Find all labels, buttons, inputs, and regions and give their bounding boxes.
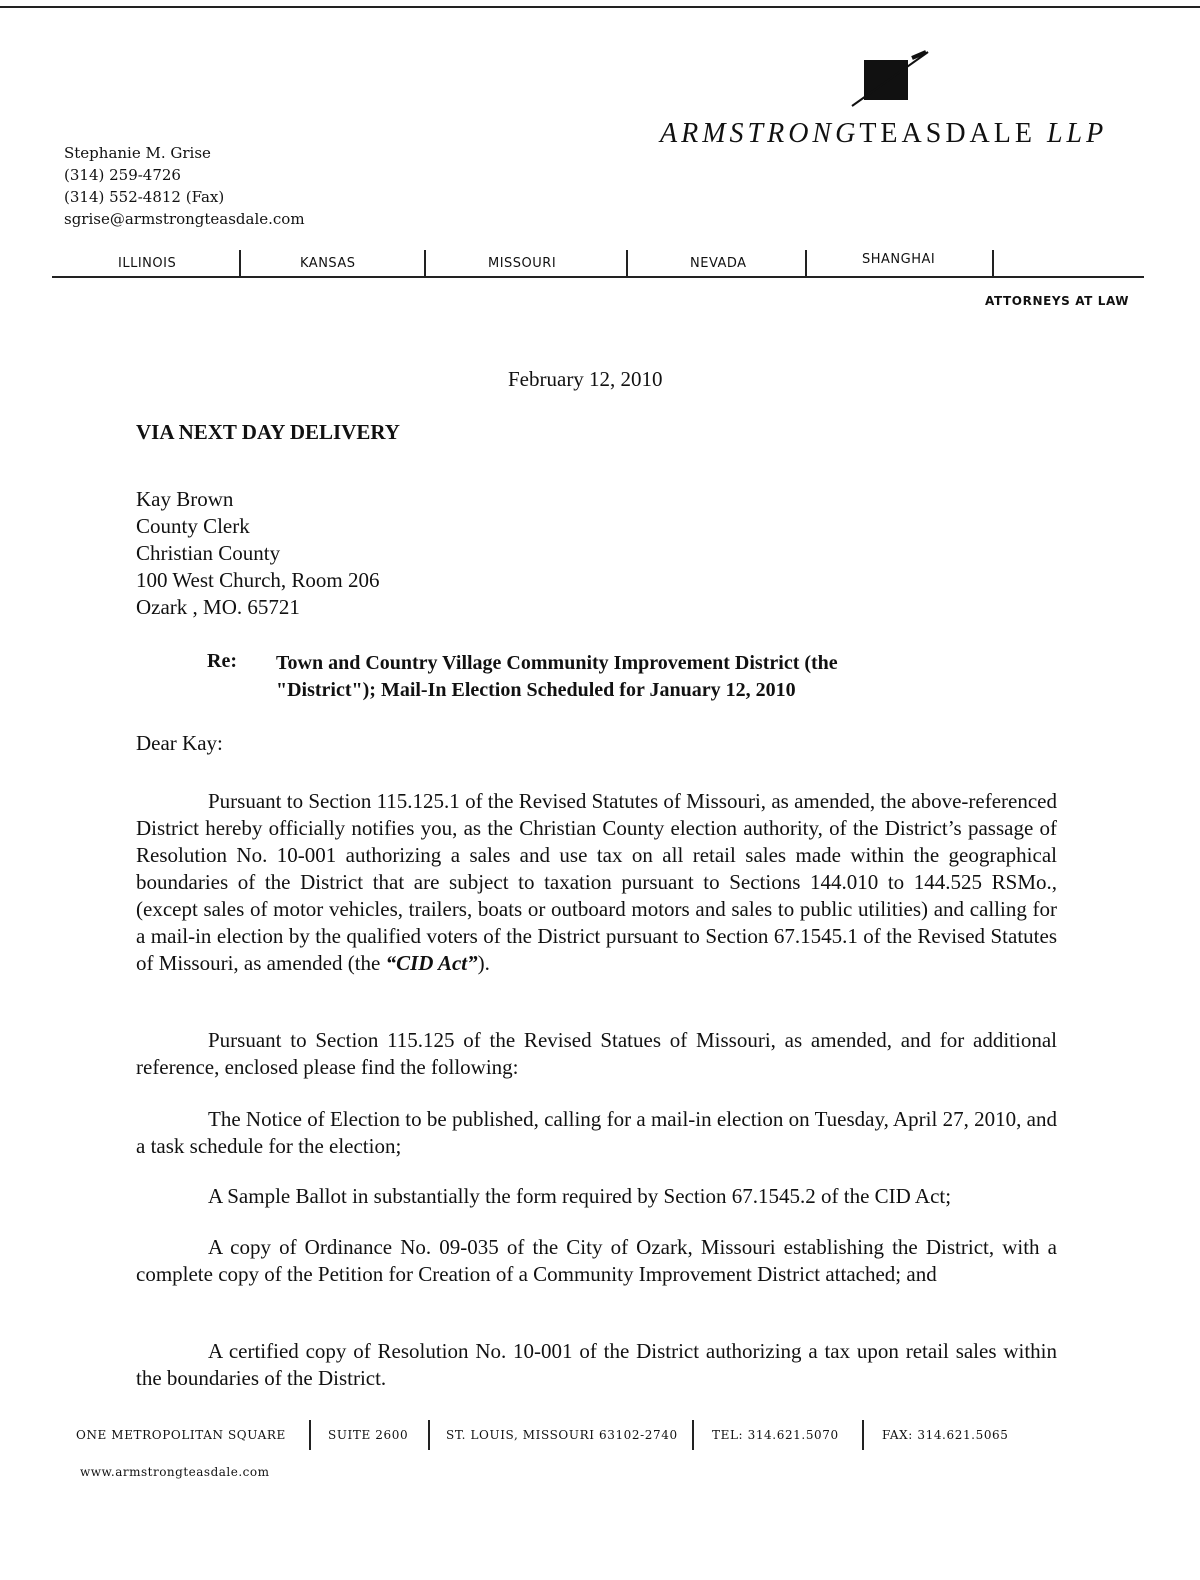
footer-city: ST. LOUIS, MISSOURI 63102-2740 [446, 1428, 678, 1442]
office-nevada: NEVADA [690, 256, 747, 271]
body-paragraph-5: A copy of Ordinance No. 09-035 of the City of Ozark, Missouri establishing the District, with a complete copy of the Petition for Creation of a Community Improvement District attached; and [136, 1235, 1057, 1286]
office-divider [626, 250, 628, 276]
cid-act-term: “CID Act” [385, 951, 478, 975]
office-divider [239, 250, 241, 276]
office-illinois: ILLINOIS [118, 256, 177, 271]
office-divider [424, 250, 426, 276]
footer-divider [428, 1420, 430, 1450]
paragraph-1-end: ). [477, 951, 490, 975]
subject-line [276, 650, 996, 704]
office-missouri: MISSOURI [488, 256, 557, 271]
sender-phone: (314) 259-4726 [64, 166, 181, 184]
paragraph-1-text: Pursuant to Section 115.125.1 of the Revised Statutes of Missouri, as amended, the above-referenced District hereby officially notifies you, as the Christian County election authority, of the District’s passage of Resolution No. 10-001 authorizing a sales and use tax on all retail sales made within the geographical boundaries of the District that are subject to taxation pursuant to Sections 144.010 to 144.525 RSMo., (except sales of motor vehicles, trailers, boats or outboard motors and sales to public utilities) and calling for a mail-in election by the qualified voters of the District pursuant to Section 67.1545.1 of the Revised Statutes of Missouri, as amended (the [136, 789, 1057, 975]
body-paragraph-1 [136, 788, 1057, 977]
recipient-organization: Christian County [136, 541, 281, 565]
recipient-title: County Clerk [136, 514, 250, 538]
top-rule [0, 6, 1200, 8]
office-divider [805, 250, 807, 276]
firm-name-part1: ARMSTRONG [660, 118, 860, 149]
sender-email: sgrise@armstrongteasdale.com [64, 210, 305, 228]
footer-divider [862, 1420, 864, 1450]
sender-name: Stephanie M. Grise [64, 144, 211, 162]
subject-line-1: Town and Country Village Community Improvement District (the [276, 652, 838, 674]
firm-name-part2: TEASDALE [859, 118, 1036, 149]
footer-divider [692, 1420, 694, 1450]
sender-block [64, 142, 305, 230]
firm-logo-icon [850, 50, 930, 110]
delivery-method: VIA NEXT DAY DELIVERY [136, 420, 400, 444]
footer-divider [309, 1420, 311, 1450]
recipient-street: 100 West Church, Room 206 [136, 568, 380, 592]
footer-tel: TEL: 314.621.5070 [712, 1428, 839, 1442]
office-divider [992, 250, 994, 276]
letterhead-footer [72, 1420, 1072, 1450]
body-paragraph-3: The Notice of Election to be published, calling for a mail-in election on Tuesday, April 27, 2010, and a task schedule for the election; [136, 1107, 1057, 1158]
recipient-address [136, 486, 380, 621]
firm-name-part3: LLP [1046, 118, 1108, 149]
subject-label: Re: [207, 650, 237, 672]
salutation: Dear Kay: [136, 731, 223, 755]
body-paragraph-2: Pursuant to Section 115.125 of the Revised Statues of Missouri, as amended, and for additional reference, enclosed please find the following: [136, 1028, 1057, 1079]
office-shanghai: SHANGHAI [862, 252, 936, 267]
firm-tagline: ATTORNEYS AT LAW [985, 294, 1130, 308]
footer-suite: SUITE 2600 [328, 1428, 409, 1442]
body-paragraph-4: A Sample Ballot in substantially the form required by Section 67.1545.2 of the CID Act; [208, 1184, 952, 1208]
letter-date: February 12, 2010 [508, 367, 663, 391]
footer-fax: FAX: 314.621.5065 [882, 1428, 1009, 1442]
body-paragraph-6: A certified copy of Resolution No. 10-001 of the District authorizing a tax upon retail sales within the boundaries of the District. [136, 1339, 1057, 1390]
footer-website[interactable]: www.armstrongteasdale.com [80, 1465, 270, 1479]
offices-bar [52, 250, 1144, 278]
office-kansas: KANSAS [300, 256, 356, 271]
subject-line-2: "District"); Mail-In Election Scheduled for January 12, 2010 [276, 679, 796, 701]
recipient-city: Ozark , MO. 65721 [136, 595, 300, 619]
sender-fax: (314) 552-4812 (Fax) [64, 188, 225, 206]
firm-name [660, 118, 1107, 150]
recipient-name: Kay Brown [136, 487, 234, 511]
footer-address: ONE METROPOLITAN SQUARE [76, 1428, 286, 1442]
